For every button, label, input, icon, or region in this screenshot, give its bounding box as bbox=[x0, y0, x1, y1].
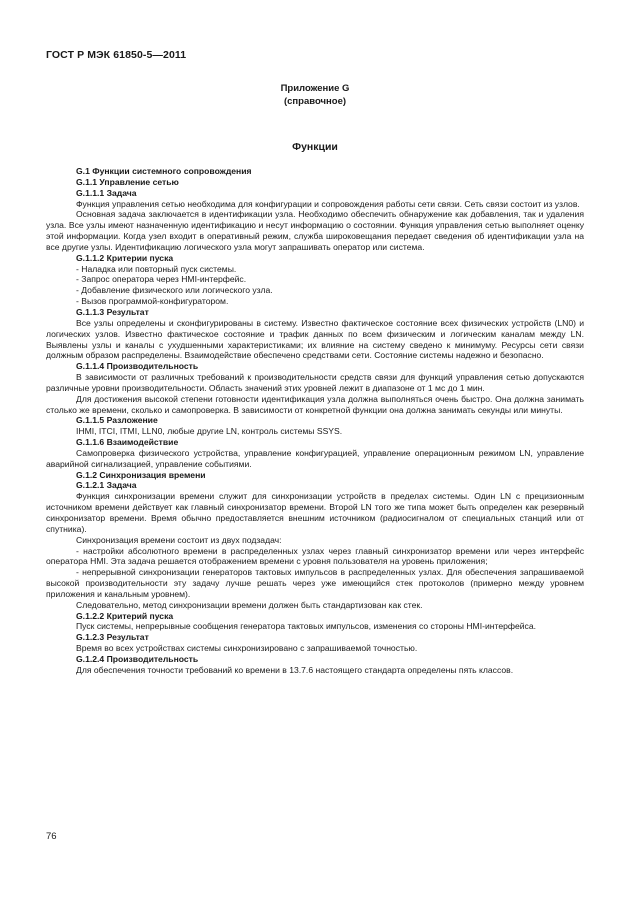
page-number: 76 bbox=[46, 831, 57, 842]
section-heading: G.1.2.2 Критерий пуска bbox=[76, 610, 174, 621]
list-item: - Наладка или повторный пуск системы. bbox=[76, 263, 237, 274]
list-item: - Запрос оператора через HMI-интерфейс. bbox=[76, 274, 247, 285]
section-heading: G.1.1.3 Результат bbox=[76, 306, 149, 317]
paragraph: IHMI, ITCI, ITMI, LLN0, любые другие LN, контроль системы SSYS. bbox=[76, 426, 343, 437]
paragraph: Функция синхронизации времени служит для синхронизации устройств в пределах системы. Один LN с прецизионным источником времени действует как главный синхронизатор времени. Второй LN того же типа может быть определен как резервный синхронизатор времени. Время обычно предоставляется внешним источником (радиосигналом от специальных станций или от спутника). bbox=[46, 491, 584, 534]
section-title: Функции bbox=[292, 141, 338, 153]
paragraph: Для обеспечения точности требований ко времени в 13.7.6 настоящего стандарта определены пять классов. bbox=[76, 664, 514, 675]
document-body bbox=[46, 166, 584, 676]
section-heading: G.1.1.5 Разложение bbox=[76, 415, 158, 426]
section-heading: G.1.2 Синхронизация времени bbox=[76, 469, 206, 480]
paragraph: Все узлы определены и сконфигурированы в систему. Известно фактическое состояние всех физических устройств (LN0) и логических узлов. Известно фактическое состояние и трафик данных по всем физическим и логическим каналам между LN. Выявлены узлы и каналы с ухудшенными характеристиками; их влияние на систему сведено к минимуму. Ресурсы сети связи должным образом распределены. Взаимодействие обеспечено средствами сети. Состояние системы надежно и безопасно. bbox=[46, 317, 584, 361]
paragraph: Самопроверка физического устройства, управление конфигурацией, управление операционным режимом LN, управление аварийной сигнализацией, управление событиями. bbox=[46, 447, 584, 469]
list-item: - Вызов программой-конфигуратором. bbox=[76, 296, 229, 307]
paragraph: - настройки абсолютного времени в распределенных узлах через главный синхронизатор времени или через интерфейс оператора HMI. Эта задача решается отображением времени с уровня пользователя на уровень приложения; bbox=[46, 545, 584, 567]
annex-title: Приложение G bbox=[280, 83, 350, 94]
section-heading: G.1 Функции системного сопровождения bbox=[76, 166, 252, 176]
paragraph: В зависимости от различных требований к производительности средств связи для функций управления сетью допускаются различные уровни производительности. Область значений этих уровней лежит в диапазоне от 1 мс до 1 мин. bbox=[46, 372, 584, 393]
paragraph: Время во всех устройствах системы синхронизировано с запрашиваемой точностью. bbox=[76, 643, 418, 654]
paragraph: Основная задача заключается в идентификации узла. Необходимо обеспечить обнаружение как добавления, так и удаления узла. Все узлы имеют назначенную идентификацию и несут информацию о состоянии. Функция управления сетью выполняет оценку этой информации. Когда узел входит в оперативный режим, служба широковещания передает сведения об идентификации узла на все другие узлы. Идентификацию логического узла могут запрашивать оператор или система. bbox=[46, 209, 584, 252]
standard-header: ГОСТ Р МЭК 61850-5—2011 bbox=[46, 49, 187, 61]
paragraph: Для достижения высокой степени готовности идентификация узла должна выполняться очень быстро. Она должна занимать столько же времени, сколько и самопроверка. В зависимости от конкретной функции она должна занимать секунды или минуты. bbox=[46, 393, 584, 415]
list-item: - Добавление физического или логического узла. bbox=[76, 285, 273, 296]
paragraph: Следовательно, метод синхронизации времени должен быть стандартизован как стек. bbox=[76, 599, 423, 610]
section-heading: G.1.1.2 Критерии пуска bbox=[76, 252, 174, 263]
paragraph: Синхронизация времени состоит из двух подзадач: bbox=[76, 534, 282, 545]
annex-heading bbox=[210, 82, 420, 108]
section-heading: G.1.1.1 Задача bbox=[76, 187, 137, 198]
paragraph: Функция управления сетью необходима для конфигурации и сопровождения работы сети связи. Сеть связи состоит из узлов. bbox=[76, 198, 580, 209]
paragraph: Пуск системы, непрерывные сообщения генератора тактовых импульсов, изменения со стороны HMI-интерфейса. bbox=[76, 621, 536, 632]
section-heading: G.1.2.3 Результат bbox=[76, 632, 149, 643]
paragraph: - непрерывной синхронизации генераторов тактовых импульсов в распределенных узлах. Для обеспечения запрашиваемой высокой производительности эту задачу лучше решать через уже имеющийся стек протоколов (примерно между уровнем приложения и канальным уровнем). bbox=[46, 567, 584, 599]
annex-subtitle: (справочное) bbox=[283, 96, 347, 107]
section-heading: G.1.1 Управление сетью bbox=[76, 176, 179, 187]
section-heading: G.1.2.4 Производительность bbox=[76, 653, 199, 664]
section-heading: G.1.1.4 Производительность bbox=[76, 361, 199, 372]
section-heading: G.1.1.6 Взаимодействие bbox=[76, 437, 179, 448]
section-heading: G.1.2.1 Задача bbox=[76, 480, 137, 491]
